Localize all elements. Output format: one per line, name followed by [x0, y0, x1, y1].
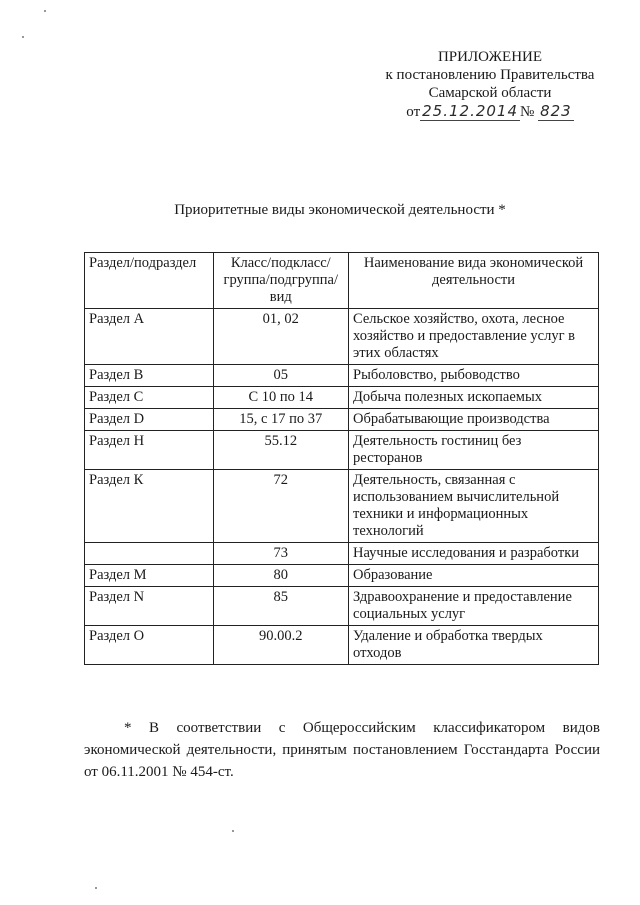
row-code: 55.12: [213, 431, 349, 470]
row-code: 80: [213, 565, 349, 587]
header-section: Раздел/подраздел: [85, 253, 214, 309]
row-code: 73: [213, 543, 349, 565]
row-section: [85, 543, 214, 565]
row-name: Деятельность гостиниц без ресторанов: [349, 431, 599, 470]
table-header-row: [85, 253, 599, 309]
row-section: Раздел С: [85, 387, 214, 409]
row-section: Раздел Н: [85, 431, 214, 470]
row-name: Сельское хозяйство, охота, лесное хозяйство и предоставление услуг в этих областях: [349, 309, 599, 365]
row-section: Раздел D: [85, 409, 214, 431]
table-row: [85, 543, 599, 565]
row-name: Добыча полезных ископаемых: [349, 387, 599, 409]
date-prefix: от: [406, 104, 421, 120]
row-name: Деятельность, связанная с использованием вычислительной техники и информационных технологий: [349, 470, 599, 543]
table-row: [85, 409, 599, 431]
table-row: [85, 565, 599, 587]
table-row: [85, 309, 599, 365]
scan-speck: [95, 887, 97, 889]
row-name: Удаление и обработка твердых отходов: [349, 626, 599, 665]
scan-speck: [22, 36, 24, 38]
row-section: Раздел А: [85, 309, 214, 365]
row-section: Раздел В: [85, 365, 214, 387]
table-row: [85, 626, 599, 665]
header-code: Класс/подкласс/ группа/подгруппа/ вид: [213, 253, 349, 309]
row-name: Рыболовство, рыбоводство: [349, 365, 599, 387]
row-section: Раздел О: [85, 626, 214, 665]
row-name: Образование: [349, 565, 599, 587]
row-code: 15, с 17 по 37: [213, 409, 349, 431]
document-title: Приоритетные виды экономической деятельности *: [174, 202, 506, 218]
handwritten-number: 823: [540, 102, 572, 120]
appendix-line-resolution: к постановлению Правительства: [385, 67, 595, 83]
row-code: С 10 по 14: [213, 387, 349, 409]
table-row: [85, 587, 599, 626]
number-prefix: №: [520, 104, 535, 120]
table-row: [85, 365, 599, 387]
activities-table: [84, 252, 599, 665]
table-row: [85, 470, 599, 543]
appendix-header: [370, 48, 610, 121]
handwritten-date: 25.12.2014: [422, 102, 519, 120]
row-code: 05: [213, 365, 349, 387]
scan-speck: [232, 830, 234, 832]
table-row: [85, 387, 599, 409]
appendix-date-line: [370, 102, 610, 121]
row-code: 01, 02: [213, 309, 349, 365]
row-name: Научные исследования и разработки: [349, 543, 599, 565]
row-name: Здравоохранение и предоставление социальных услуг: [349, 587, 599, 626]
scan-speck: [44, 10, 46, 12]
row-code: 72: [213, 470, 349, 543]
table-row: [85, 431, 599, 470]
row-code: 85: [213, 587, 349, 626]
row-section: Раздел К: [85, 470, 214, 543]
row-section: Раздел М: [85, 565, 214, 587]
appendix-line-region: Самарской области: [428, 85, 552, 101]
appendix-heading: ПРИЛОЖЕНИЕ: [437, 49, 543, 65]
row-section: Раздел N: [85, 587, 214, 626]
header-name: Наименование вида экономической деятельности: [349, 253, 599, 309]
row-code: 90.00.2: [213, 626, 349, 665]
row-name: Обрабатывающие производства: [349, 409, 599, 431]
footnote: * В соответствии с Общероссийским классификатором видов экономической деятельности, принятым постановлением Госстандарта России от 06.11.2001 № 454-ст.: [84, 720, 600, 780]
